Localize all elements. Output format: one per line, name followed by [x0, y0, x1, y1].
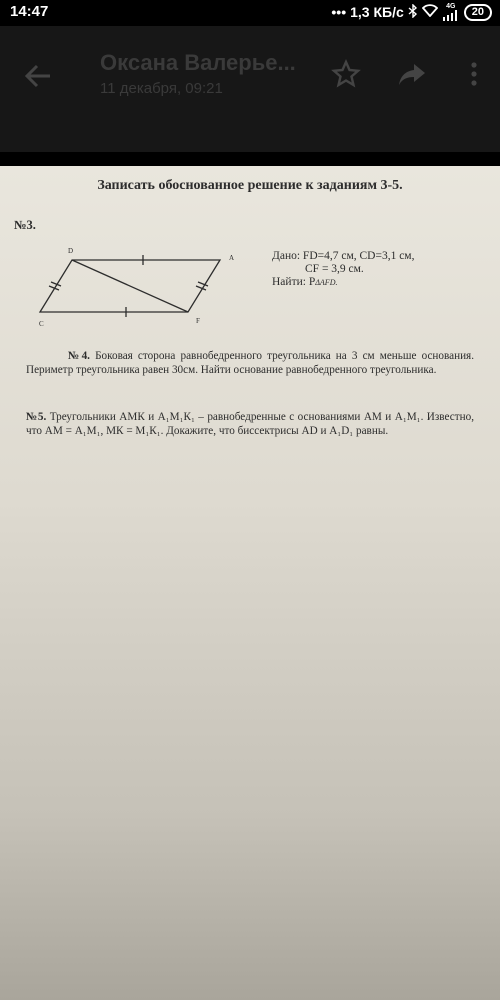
given-line-1: Дано: FD=4,7 см, CD=3,1 см,: [272, 250, 415, 262]
task4-text: Боковая сторона равнобедренного треугольника на 3 см меньше основания. Периметр треугольника равен 30см. Найти основание равнобедренного треугольника.: [26, 350, 475, 376]
status-bar: [0, 0, 500, 26]
find-subscript: ΔAFD.: [315, 278, 338, 287]
worksheet-photo[interactable]: [0, 166, 500, 1000]
battery-icon: 20: [464, 4, 492, 21]
label-a: A: [229, 254, 235, 262]
more-options-button[interactable]: [458, 58, 490, 90]
find-prefix: Найти: P: [272, 276, 316, 288]
more-vert-icon: [458, 58, 490, 90]
back-arrow-icon: [18, 56, 58, 96]
given-line-2: CF = 3,9 см.: [305, 263, 364, 275]
find-line: [272, 276, 414, 289]
diagonal-df: [72, 260, 188, 312]
message-toolbar: [0, 26, 500, 152]
task5-block: [26, 411, 474, 438]
worksheet-title: Записать обоснованное решение к заданиям 3-5.: [97, 178, 403, 193]
label-f: F: [196, 317, 200, 325]
task5-text: Треугольники АМК и А₁М₁К₁ – равнобедренные с основаниями АМ и А₁М₁. Известно, что АМ = А₁М₁, МК = М₁К₁. Докажите, что биссектрисы АD и А₁D₁ равны.: [26, 411, 474, 437]
task3-number: №3.: [14, 218, 36, 232]
divider: [0, 152, 500, 166]
task5-number: №5.: [26, 411, 47, 423]
parallelogram-diagram: [30, 240, 245, 330]
bluetooth-icon: [408, 4, 418, 21]
notification-dots-icon: •••: [331, 4, 347, 20]
forward-icon: [396, 58, 428, 90]
star-icon: [330, 58, 362, 90]
task3-given: [272, 250, 414, 289]
network-type-label: 4G: [446, 3, 456, 10]
label-d: D: [68, 247, 74, 255]
back-button[interactable]: [18, 56, 58, 96]
sender-name: Оксана Валерье...: [100, 50, 296, 75]
status-icons: [331, 3, 492, 21]
status-time: 14:47: [10, 3, 49, 20]
message-date: 11 декабря, 09:21: [100, 80, 223, 97]
wifi-icon: [422, 4, 438, 20]
label-c: C: [39, 320, 44, 328]
task4-number: №4.: [68, 350, 90, 362]
tick-af-2: [196, 286, 206, 290]
net-speed: 1,3 КБ/с: [350, 4, 404, 20]
signal-icon: [442, 3, 460, 21]
task4-block: [26, 350, 474, 377]
star-button[interactable]: [330, 58, 362, 90]
forward-button[interactable]: [396, 58, 428, 90]
